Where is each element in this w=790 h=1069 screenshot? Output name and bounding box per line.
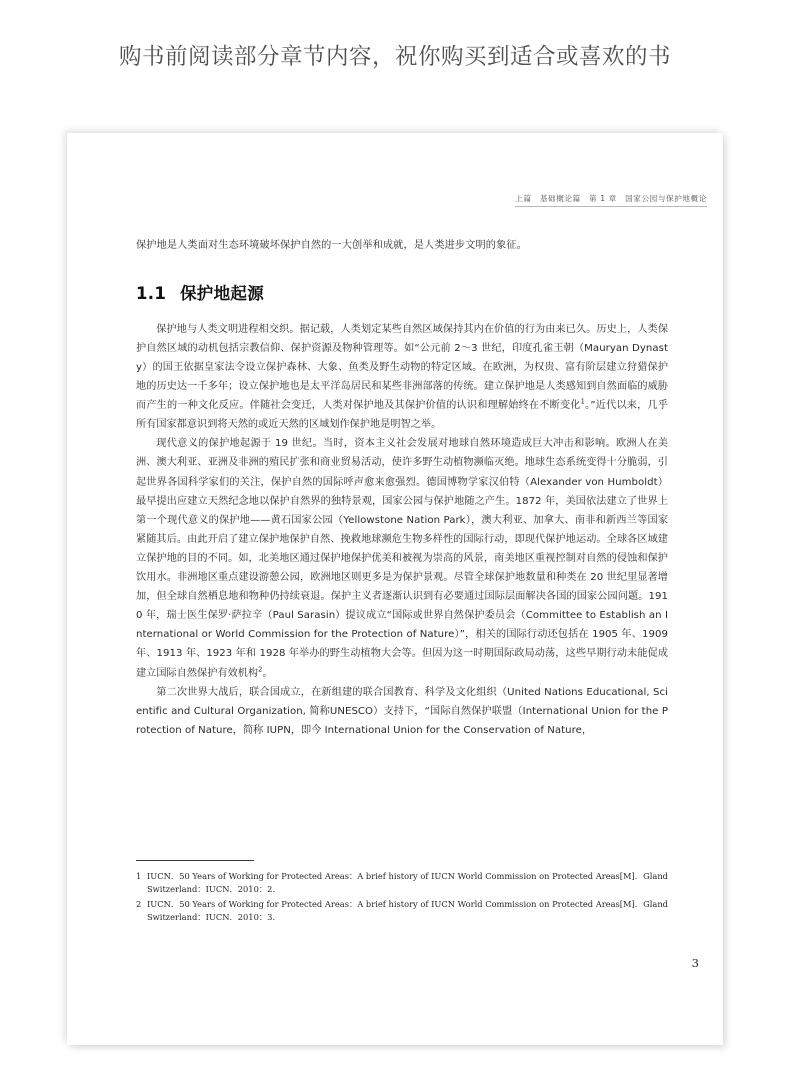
body-paragraph-2-tail: 。 [262, 667, 273, 679]
running-head-text: 上篇 基础概论篇 第 1 章 国家公园与保护地概论 [515, 193, 707, 207]
footnote-text: IUCN．50 Years of Working for Protected Areas：A brief history of IUCN World Commission on Protected Areas[M]．Gland Switzerland：IUCN．2010：2. [147, 871, 668, 895]
book-page-sheet [67, 133, 723, 1045]
body-paragraph-1-text: 保护地与人类文明进程相交织。据记载，人类划定某些自然区域保持其内在价值的行为由来已久。历史上，人类保护自然区域的动机包括宗教信仰、保护资源及物种管理等。如“公元前 2～3 世纪，印度孔雀王朝（Mauryan Dynasty）的国王依据皇家法令设立保护森林、大象、鱼类及野生动物的特定区域。在欧洲，为权贵、富有阶层建立狩猎保护地的历史达一千多年；设立保护地也是太平洋岛居民和某些非洲部落的传统。建立保护地是人类感知到自然面临的威胁而产生的一种文化反应。伴随社会变迁，人类对保护地及其保护价值的认识和理解始终在不断变化 [136, 323, 668, 412]
running-head [67, 188, 723, 207]
section-number: 1.1 [136, 283, 167, 303]
body-paragraph-1-tail: 。”近代以来，几乎所有国家都意识到将天然的或近天然的区域划作保护地是明智之举。 [136, 400, 669, 431]
promo-banner-text: 购书前阅读部分章节内容，祝你购买到适合或喜欢的书 [118, 44, 671, 70]
footnote-ref-1[interactable]: 1 [580, 397, 585, 406]
footnote-separator-rule [136, 860, 254, 861]
footnote-marker: 2 [136, 898, 142, 909]
footnote-item [136, 870, 668, 897]
body-paragraph-1 [136, 320, 668, 435]
footnote-block [136, 860, 668, 926]
text-column [136, 238, 668, 740]
section-heading [136, 280, 668, 304]
footnote-marker: 1 [136, 871, 142, 881]
body-paragraph-3: 第二次世界大战后，联合国成立，在新组建的联合国教育、科学及文化组织（United Nations Educational, Scientific and Cultural Organization, 简称UNESCO）支持下，“国际自然保护联盟（International Union for the Protection of Nature，简称 IUPN，即今 International Union for the Conservation of Nature， [136, 686, 668, 736]
footnote-ref-2[interactable]: 2 [258, 665, 263, 674]
section-title: 保护地起源 [180, 283, 264, 303]
footnote-text: IUCN．50 Years of Working for Protected Areas：A brief history of IUCN World Commission on Protected Areas[M]．Gland Switzerland：IUCN．2010：3. [147, 898, 668, 923]
body-paragraph-2 [136, 434, 668, 682]
body-paragraph-2-text: 现代意义的保护地起源于 19 世纪。当时，资本主义社会发展对地球自然环境造成巨大冲击和影响。欧洲人在美洲、澳大利亚、亚洲及非洲的殖民扩张和商业贸易活动，使许多野生动植物濒临灭绝。地球生态系统变得十分脆弱，引起世界各国科学家们的关注，保护自然的国际呼声愈来愈强烈。德国博物学家汉伯特（Alexander von Humboldt）最早提出应建立天然纪念地以保护自然界的独特景观，国家公园与保护地随之产生。1872 年，美国依法建立了世界上第一个现代意义的保护地——黄石国家公园（Yellowstone Nation Park），澳大利亚、加拿大、南非和新西兰等国家紧随其后。由此开启了建立保护地保护自然、挽救地球濒危生物多样性的国际行动，即现代保护地运动。全球各区域建立保护地的目的不同。如，北美地区通过保护地保护优美和被视为崇高的风景，南美地区重视控制对自然的侵蚀和保护饮用水。非洲地区重点建设游憩公园，欧洲地区则更多是为保护景观。尽管全球保护地数量和种类在 20 世纪里显著增加，但全球自然栖息地和物种仍持续衰退。保护主义者逐渐认识到有必要通过国际层面解决各国的国家公园问题。1910 年，瑞士医生保罗·萨拉辛（Paul Sarasin）提议成立“国际或世界自然保护委员会（Committee to Establish an International or World Commission for the Protection of Nature）”，相关的国际行动还包括在 1905 年、1909 年、1913 年、1923 年和 1928 年举办的野生动植物大会等。但因为这一时期国际政局动荡，这些早期行动未能促成建立国际自然保护有效机构 [136, 438, 668, 679]
lead-paragraph: 保护地是人类面对生态环境破坏保护自然的一大创举和成就，是人类进步文明的象征。 [136, 240, 527, 251]
promo-banner [0, 0, 790, 110]
footnote-item [136, 898, 668, 925]
page-number: 3 [691, 956, 699, 970]
